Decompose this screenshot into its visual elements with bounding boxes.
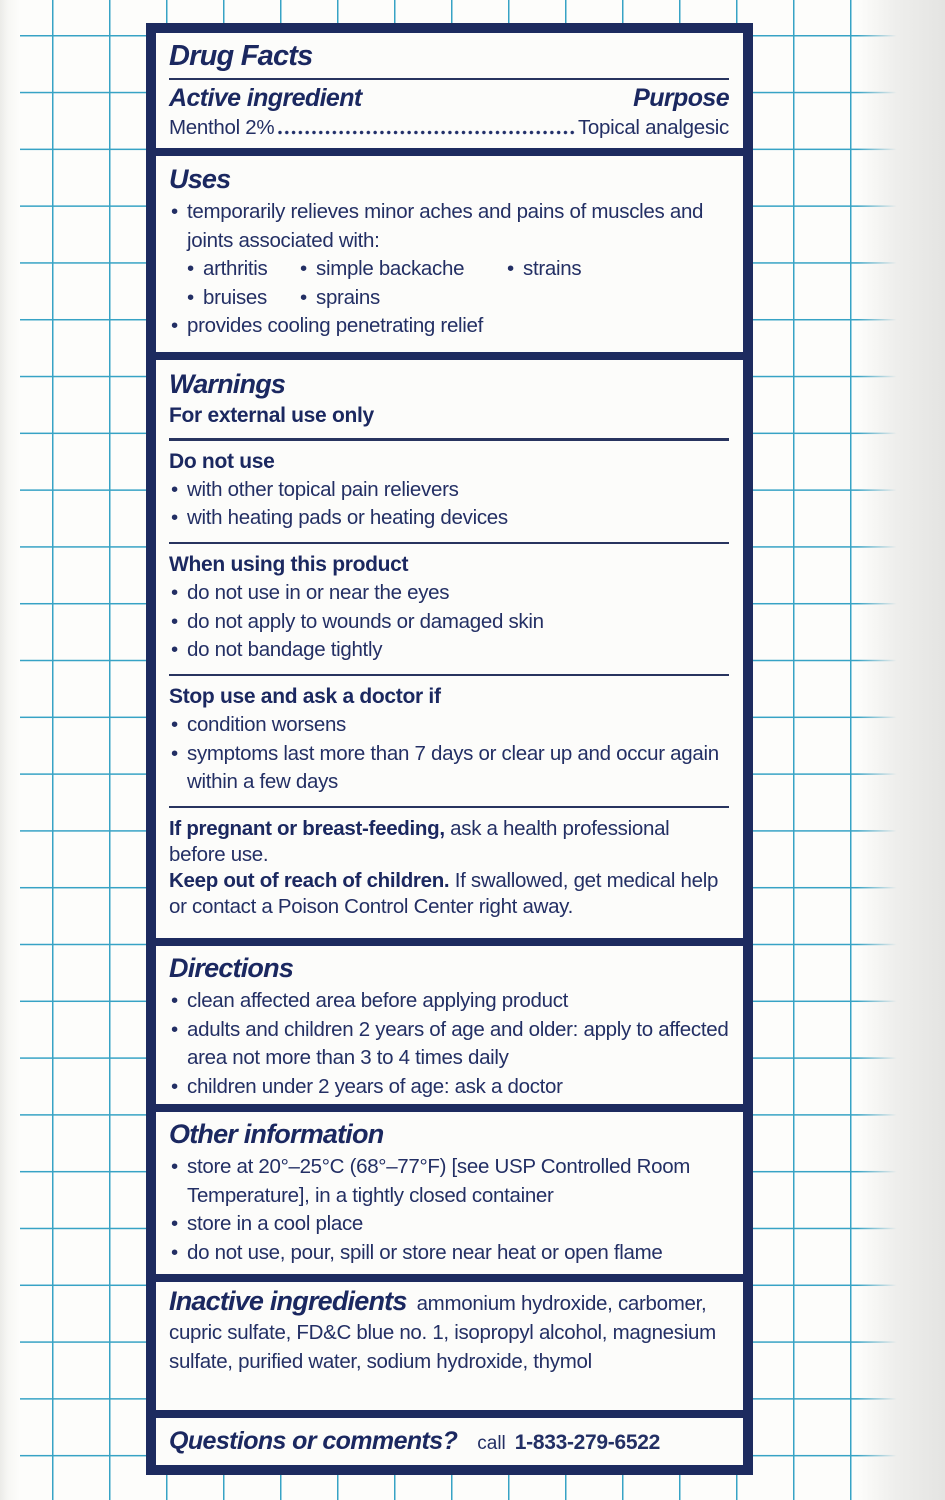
warnings-heading: Warnings [169, 369, 286, 399]
do-not-use-bullet: • with heating pads or heating devices [169, 504, 729, 533]
uses-sub-bullet: • simple backache [298, 255, 505, 284]
stop-use-bullet: • condition worsens [169, 711, 729, 740]
pregnant-warning [169, 816, 729, 868]
title-rule [169, 78, 729, 81]
page-edge-left [0, 0, 20, 1500]
page-edge-right [857, 0, 945, 1500]
warnings-rule [169, 542, 729, 545]
uses-sub-bullets-row-1 [185, 255, 729, 284]
uses-section [156, 156, 743, 352]
active-ingredient-value: Menthol 2% [169, 116, 275, 140]
warnings-rule [169, 806, 729, 809]
uses-sub-bullets-row-2 [185, 284, 729, 313]
other-information-list [169, 1153, 729, 1267]
questions-heading: Questions or comments? [169, 1427, 458, 1455]
uses-bullet: • provides cooling penetrating relief [169, 312, 729, 341]
section-divider [156, 1410, 743, 1418]
uses-list [169, 198, 729, 255]
inactive-ingredients-heading: Inactive ingredients [169, 1286, 407, 1316]
uses-heading: Uses [169, 164, 231, 194]
section-divider [156, 148, 743, 156]
when-using-heading: When using this product [169, 553, 409, 577]
directions-heading: Directions [169, 953, 294, 983]
pregnant-warning-bold: If pregnant or breast-feeding, [169, 817, 445, 841]
active-ingredient-row [169, 116, 729, 140]
call-label: call [477, 1433, 506, 1454]
drug-facts-title: Drug Facts [169, 40, 313, 72]
inactive-ingredients-paragraph [169, 1287, 729, 1376]
inactive-ingredients-text: ammonium hydroxide, carbomer, cupric sulfate, FD&C blue no. 1, isopropyl alcohol, magnesium sulfate, purified water, sodium hydroxide, thymol [169, 1292, 716, 1373]
warnings-section [156, 360, 743, 938]
directions-list [169, 987, 729, 1101]
other-information-heading: Other information [169, 1119, 384, 1149]
when-using-bullet: • do not bandage tightly [169, 636, 729, 665]
other-information-section [156, 1112, 743, 1274]
do-not-use-bullet: • with other topical pain relievers [169, 476, 729, 505]
stop-use-bullet: • symptoms last more than 7 days or clear up and occur again within a few days [169, 740, 729, 797]
pregnant-warning-text: ask a health professional before use. [169, 817, 670, 867]
when-using-list [169, 579, 729, 665]
header-section [156, 33, 743, 148]
warnings-rule [169, 438, 729, 441]
uses-sub-bullet: • strains [505, 255, 729, 284]
section-divider [156, 1104, 743, 1112]
section-divider [156, 1274, 743, 1282]
other-information-bullet: • store at 20°–25°C (68°–77°F) [see USP Controlled Room Temperature], in a tightly closed container [169, 1153, 729, 1210]
inactive-ingredients-section [156, 1282, 743, 1410]
directions-bullet: • children under 2 years of age: ask a doctor [169, 1073, 729, 1102]
section-divider [156, 352, 743, 360]
uses-sub-bullet: • bruises [185, 284, 298, 313]
children-warning [169, 868, 729, 920]
do-not-use-list [169, 476, 729, 533]
dotted-leader [277, 129, 575, 136]
children-warning-text: If swallowed, get medical help or contact a Poison Control Center right away. [169, 869, 719, 919]
uses-sub-bullet: • sprains [298, 284, 505, 313]
active-ingredient-label: Active ingredient [169, 84, 362, 113]
other-information-bullet: • do not use, pour, spill or store near heat or open flame [169, 1239, 729, 1268]
children-warning-bold: Keep out of reach of children. [169, 869, 450, 893]
stop-use-heading: Stop use and ask a doctor if [169, 685, 441, 709]
stop-use-list [169, 711, 729, 797]
purpose-label: Purpose [633, 84, 729, 113]
do-not-use-heading: Do not use [169, 449, 275, 473]
uses-bullet: • temporarily relieves minor aches and pains of muscles and joints associated with: [169, 198, 729, 255]
directions-bullet: • clean affected area before applying product [169, 987, 729, 1016]
external-use-text: For external use only [169, 404, 374, 428]
uses-list-2 [169, 312, 729, 341]
directions-section [156, 946, 743, 1104]
section-divider [156, 938, 743, 946]
warnings-rule [169, 674, 729, 677]
questions-section [156, 1418, 743, 1465]
purpose-value: Topical analgesic [577, 116, 729, 140]
phone-number: 1-833-279-6522 [514, 1431, 661, 1454]
other-information-bullet: • store in a cool place [169, 1210, 729, 1239]
when-using-bullet: • do not use in or near the eyes [169, 579, 729, 608]
when-using-bullet: • do not apply to wounds or damaged skin [169, 608, 729, 637]
uses-sub-bullet: • arthritis [185, 255, 298, 284]
directions-bullet: • adults and children 2 years of age and older: apply to affected area not more than 3 to 4 times daily [169, 1016, 729, 1073]
drug-facts-panel [146, 23, 753, 1475]
